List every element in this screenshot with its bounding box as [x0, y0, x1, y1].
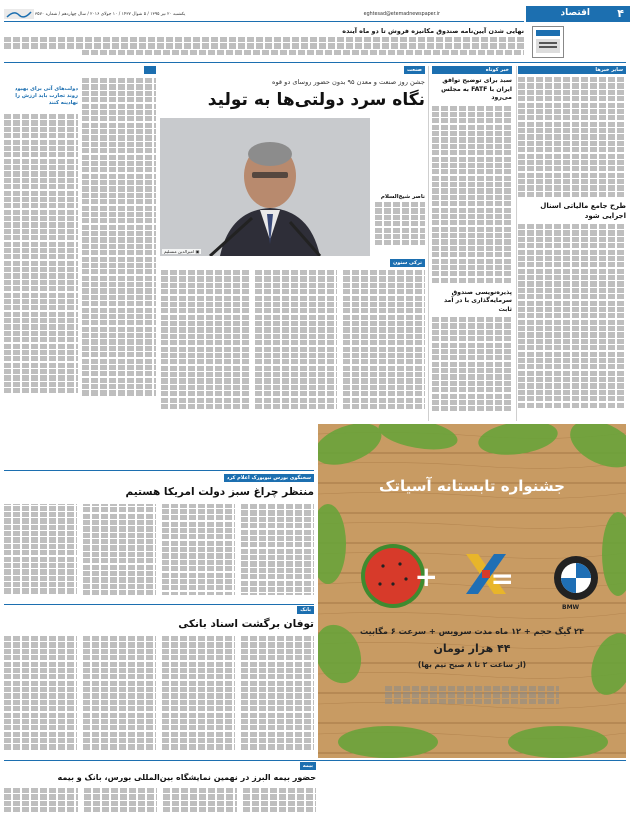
short-news-body-1	[432, 106, 512, 286]
sidebar-news-body	[518, 77, 626, 197]
lead-body-col-2	[255, 270, 337, 418]
left-col-body-2	[4, 114, 78, 419]
left-col-body-1	[82, 78, 156, 418]
lead-body-col-1	[343, 270, 425, 418]
sidebar-news	[518, 66, 626, 421]
short-news-headline-2[interactable]: پذیره‌نویسی صندوق سرمایه‌گذاری با در آمد ثابت	[443, 288, 512, 313]
pullquote-text: دولت‌های آتی برای بهبود روند تجارت باید ارزش را نهادینه کنند	[14, 86, 78, 106]
story4-headline[interactable]: توفان برگشت اسناد بانکی	[178, 618, 314, 630]
sidebar-article-headline[interactable]: طرح جامع مالیاتی اسنال اجرایی شود	[540, 202, 626, 220]
svg-text:=: =	[490, 562, 514, 595]
story5-body	[4, 788, 316, 816]
camera-icon: ▣	[195, 249, 200, 254]
ad-contact-lines	[348, 686, 596, 705]
story3-headline[interactable]: منتظر چراغ سبز دولت امریکا هستیم	[125, 486, 314, 498]
email-address[interactable]: eghtesad@etemadnewspaper.ir	[363, 12, 440, 17]
photo-caption-text: امیرالدین منسلیم	[164, 249, 194, 254]
header-rule	[4, 21, 524, 22]
top-story-body	[4, 37, 524, 56]
column-divider	[428, 66, 429, 421]
story4-label: بانک	[297, 606, 314, 614]
ad-offer: ۲۴ گیگ حجم + ۱۲ ماه مدت سرویس + سرعت ۶ مگابیت	[359, 626, 585, 636]
section-bar	[526, 6, 630, 22]
column-divider	[516, 66, 517, 421]
story5-headline[interactable]: حضور بیمه البرز در نهمین نمایشگاه بین‌المللی بورس، بانک و بیمه	[57, 773, 316, 782]
left-columns	[4, 66, 156, 421]
lead-body-col-3	[161, 270, 249, 418]
story3-body	[4, 504, 314, 598]
ad-price: ۴۴ هزار تومان	[433, 642, 511, 655]
story5-label: بیمه	[300, 762, 316, 770]
lead-story	[160, 66, 425, 256]
top-story	[4, 27, 524, 57]
story-insurance	[4, 762, 626, 818]
page-number: ۴	[617, 7, 624, 20]
rule	[4, 470, 314, 471]
story4-body	[4, 636, 314, 754]
lead-body	[160, 259, 425, 419]
rule	[4, 760, 626, 761]
lead-quote-block	[375, 194, 425, 256]
column-short-news	[432, 66, 512, 421]
short-news-headline-1[interactable]: سبد برای توضیح توافق ایران با FATF به مجلس می‌رود	[441, 77, 512, 101]
rule	[4, 604, 314, 605]
sidebar-article-body	[518, 224, 626, 414]
story-nyse	[4, 474, 314, 600]
story3-label: سخنگوی بورس نیویورک اعلام کرد	[224, 474, 314, 482]
ad-contact	[348, 686, 596, 716]
date-line: یکشنبه ۲۰ تیر ۱۳۹۵ / ۵ شوال ۱۴۳۷ / ۱۰ جولای ۲۰۱۶ / سال چهاردهم / شماره ۳۵۷۰	[35, 12, 186, 17]
newspaper-logo	[4, 6, 34, 20]
lead-photo	[160, 118, 370, 256]
left-column-label	[144, 66, 156, 74]
ad-hours: (از ساعت ۲ تا ۸ صبح نیم بها)	[417, 660, 527, 669]
lead-kicker: جشن روز صنعت و معدن ۹۵ بدون حضور روسای دو قوه	[272, 78, 425, 86]
rule	[4, 62, 626, 63]
ad-brand: BMW	[562, 604, 580, 611]
quote-text	[375, 202, 425, 247]
lead-section-label: صنعت	[404, 66, 425, 74]
page-header	[0, 0, 630, 24]
ad-title: جشنواره تابستانه آسیاتک	[379, 477, 565, 495]
lead-subsection: ترکی ستون	[390, 259, 425, 267]
publication-logo	[532, 26, 564, 58]
story-bank	[4, 606, 314, 756]
advertisement[interactable]	[318, 424, 626, 758]
section-title: اقتصاد	[560, 8, 590, 18]
right-story-pullquote	[4, 86, 78, 107]
sidebar-label: سایر خبرها	[518, 66, 626, 74]
photo-caption	[162, 249, 201, 254]
quote-name: ناصر شیخ‌السلام	[380, 194, 425, 200]
short-news-label: خبر کوتاه	[432, 66, 512, 74]
lead-headline[interactable]: نگاه سرد دولتی‌ها به تولید	[207, 90, 425, 110]
svg-text:+: +	[414, 560, 438, 593]
short-news-body-2	[432, 317, 512, 417]
top-story-headline[interactable]: نهایی شدن آیین‌نامه صندوق مکانیزه فروش تا دو ماه آینده	[342, 27, 524, 35]
